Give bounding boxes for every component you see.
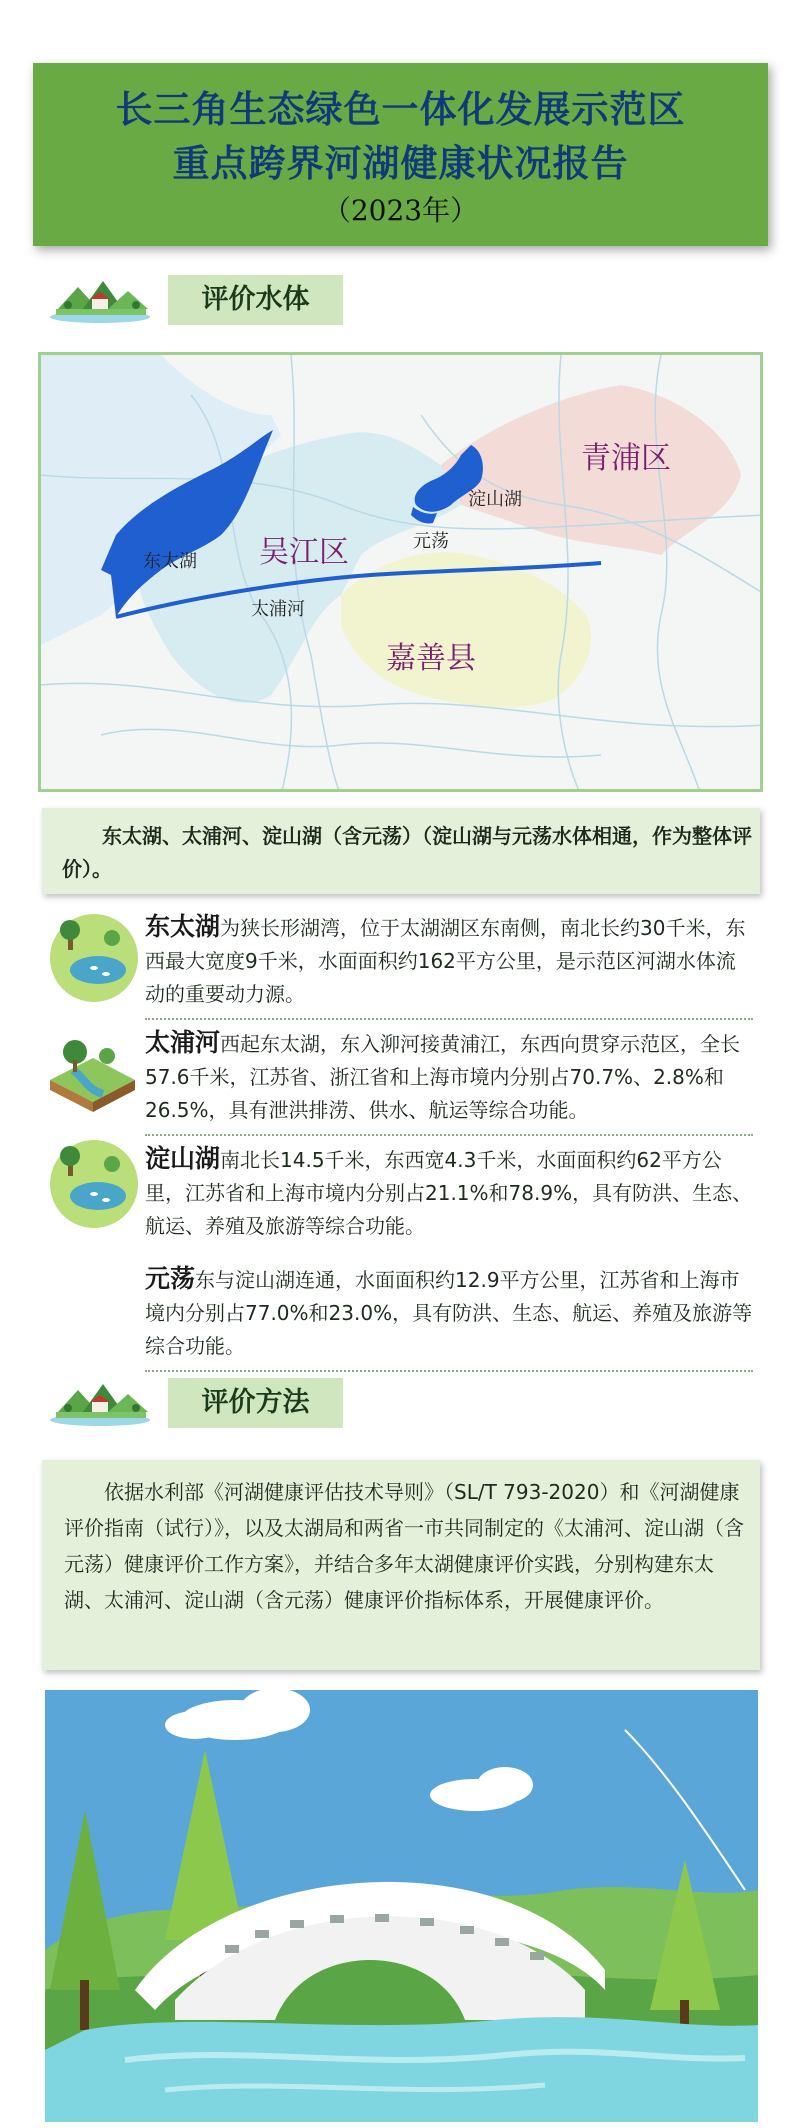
map-label-qingpu: 青浦区 [581, 441, 671, 476]
map-label-wujiang: 吴江区 [259, 535, 349, 570]
title-line-1: 长三角生态绿色一体化发展示范区 [115, 88, 686, 131]
water-body-dianshanhu [145, 1142, 755, 1243]
intro-text: 东太湖、太浦河、淀山湖（含元荡）（淀山湖与元荡水体相通，作为整体评价）。 [62, 824, 752, 881]
title-banner [33, 63, 768, 246]
report-year: （2023年） [322, 194, 479, 227]
section-label-method: 评价方法 [168, 1378, 343, 1428]
region-map [38, 352, 763, 792]
water-body-desc: 西起东太湖，东入泖河接黄浦江，东西向贯穿示范区，全长57.6千米，江苏省、浙江省和上海市境内分别占70.7%、2.8%和26.5%，具有泄洪排涝、供水、航运等综合功能。 [145, 1032, 741, 1122]
landscape-icon [48, 1378, 153, 1428]
water-body-name: 太浦河 [145, 1028, 221, 1057]
intro-box [42, 808, 760, 894]
water-body-desc: 东与淀山湖连通，水面面积约12.9平方公里，江苏省和上海市境内分别占77.0%和23.0%，具有防洪、生态、航运、养殖及旅游等综合功能。 [145, 1268, 753, 1358]
map-label-jiashan: 嘉善县 [386, 641, 476, 676]
water-body-desc: 为狭长形湖湾，位于太湖湖区东南侧，南北长约30千米，东西最大宽度9千米，水面面积约162平方公里，是示范区河湖水体流动的重要动力源。 [145, 916, 746, 1006]
map-label-yuandang: 元荡 [413, 531, 449, 552]
river-illustration-icon [45, 1030, 140, 1115]
map-label-dianshanhu: 淀山湖 [468, 489, 522, 510]
title-line-2: 重点跨界河湖健康状况报告 [172, 142, 629, 185]
water-body-name: 东太湖 [145, 912, 221, 941]
water-body-taipuhe [145, 1026, 755, 1127]
water-body-name: 淀山湖 [145, 1144, 221, 1173]
map-label-taipuhe: 太浦河 [251, 599, 305, 620]
method-text: 依据水利部《河湖健康评估技术导则》（SL/T 793-2020）和《河湖健康评价指南（试行）》，以及太湖局和两省一市共同制定的《太浦河、淀山湖（含元荡）健康评价工作方案》，并结合多年太湖健康评价实践，分别构建东太湖、太浦河、淀山湖（含元荡）健康评价指标体系，开展健康评价。 [64, 1480, 744, 1612]
water-body-name: 元荡 [145, 1264, 196, 1293]
section-label-water-bodies: 评价水体 [168, 275, 343, 325]
water-body-desc: 南北长14.5千米，东西宽4.3千米，水面面积约62平方公里，江苏省和上海市境内分别占21.1%和78.9%，具有防洪、生态、航运、养殖及旅游等综合功能。 [145, 1148, 753, 1238]
map-label-dongtaihu: 东太湖 [143, 551, 197, 572]
lake-illustration-icon [48, 1138, 140, 1230]
landscape-icon [48, 275, 153, 325]
water-body-yuandang [145, 1262, 755, 1363]
bridge-landscape-illustration [45, 1690, 758, 2122]
divider [145, 1018, 753, 1020]
method-box [42, 1460, 760, 1670]
divider [145, 1134, 753, 1136]
lake-illustration-icon [48, 912, 140, 1004]
water-body-dongtaihu [145, 910, 755, 1011]
divider [145, 1370, 753, 1372]
